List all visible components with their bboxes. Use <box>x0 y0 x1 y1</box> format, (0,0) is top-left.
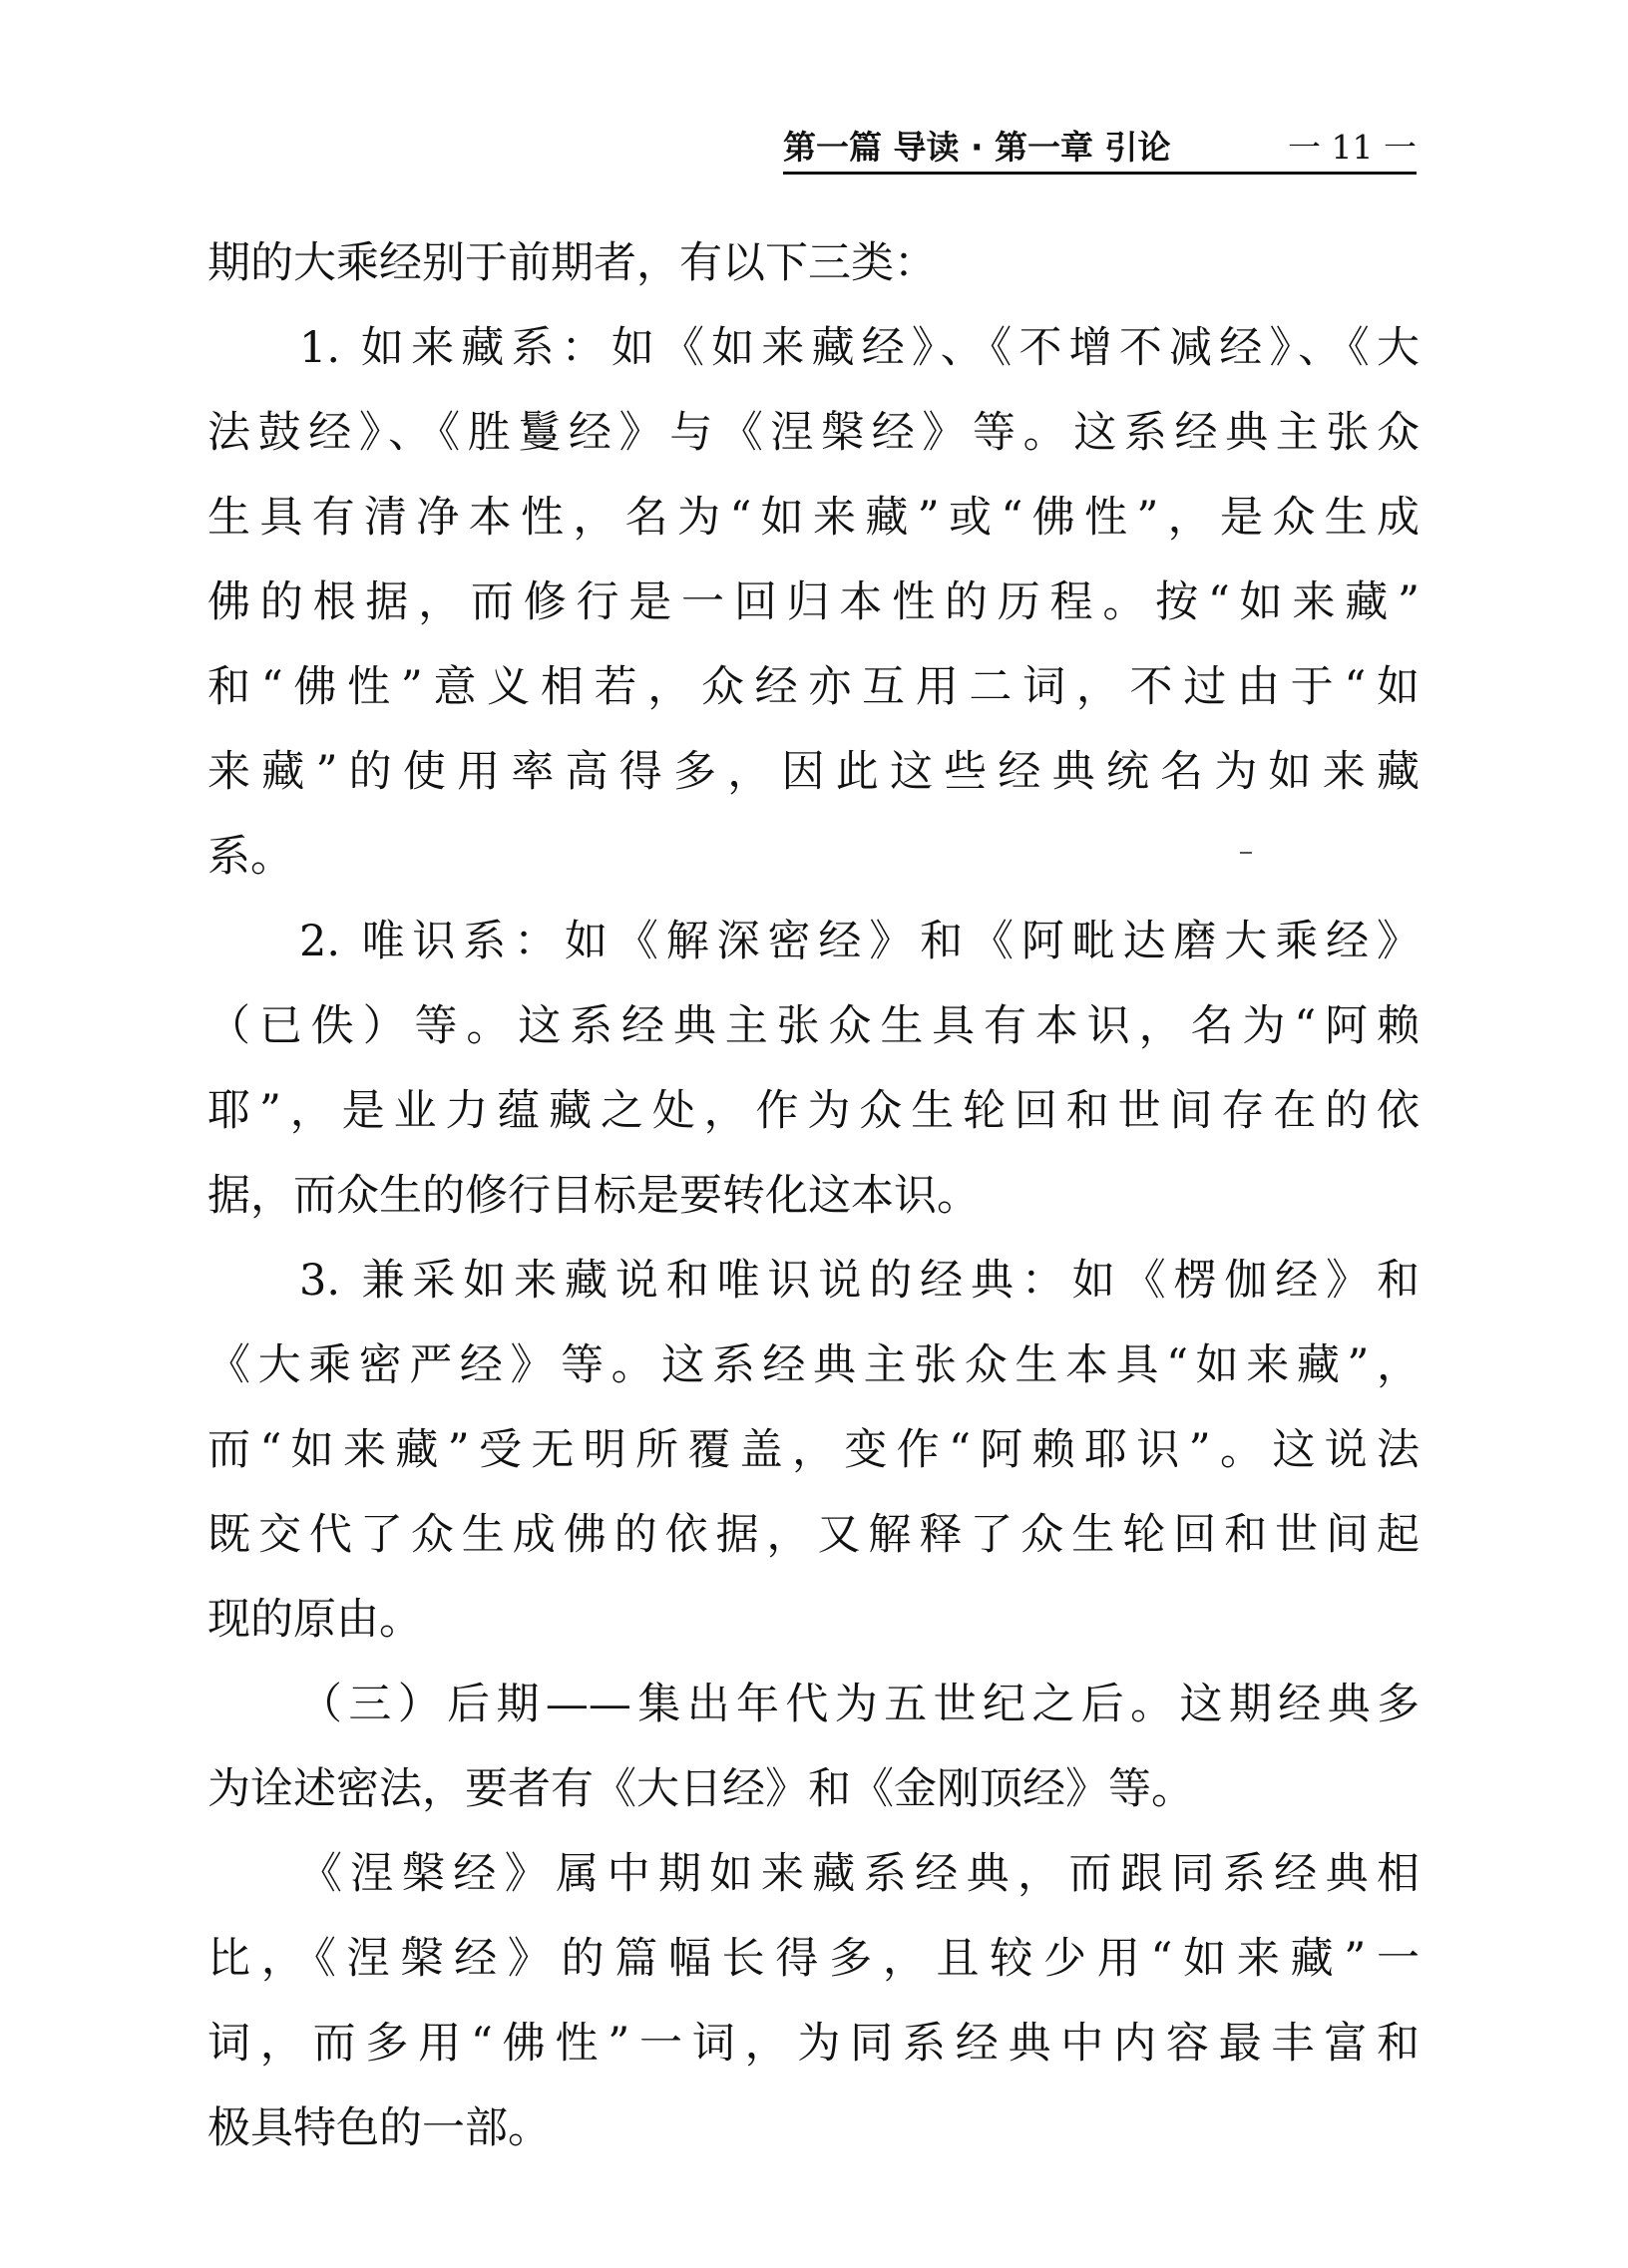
page-number: 一 11 一 <box>1288 128 1417 167</box>
text-line: 耶”，是业力蕴藏之处，作为众生轮回和世间存在的依 <box>207 1086 1420 1136</box>
text-line: 法鼓经》、《胜鬘经》与《涅槃经》等。这系经典主张众 <box>207 408 1420 458</box>
text-line: 为诠述密法，要者有《大日经》和《金刚顶经》等。 <box>207 1764 1194 1814</box>
text-line: 期的大乘经别于前期者，有以下三类： <box>207 238 937 288</box>
text-line: （三）后期——集出年代为五世纪之后。这期经典多 <box>299 1680 1420 1729</box>
text-line: 1. 如来藏系：如《如来藏经》、《不增不减经》、《大 <box>299 323 1420 373</box>
text-line: 《大乘密严经》等。这系经典主张众生本具“如来藏”， <box>207 1340 1420 1390</box>
scan-mark <box>1240 852 1252 854</box>
text-line: 极具特色的一部。 <box>207 2103 551 2153</box>
text-line: （已佚）等。这系经典主张众生具有本识，名为“阿赖 <box>207 1001 1420 1051</box>
text-line: 据，而众生的修行目标是要转化这本识。 <box>207 1171 980 1221</box>
text-line: 《涅槃经》属中期如来藏系经典，而跟同系经典相 <box>299 1849 1420 1899</box>
text-line: 生具有清净本性，名为“如来藏”或“佛性”，是众生成 <box>207 493 1420 543</box>
page-body <box>207 221 1420 2171</box>
text-line: 2. 唯识系：如《解深密经》和《阿毗达磨大乘经》 <box>299 917 1420 966</box>
text-line: 来藏”的使用率高得多，因此这些经典统名为如来藏 <box>207 747 1420 797</box>
text-line: 比，《涅槃经》的篇幅长得多，且较少用“如来藏”一 <box>207 1934 1420 1984</box>
text-line: 和“佛性”意义相若，众经亦互用二词，不过由于“如 <box>207 662 1420 712</box>
text-line: 佛的根据，而修行是一回归本性的历程。按“如来藏” <box>207 577 1420 627</box>
running-title: 第一篇 导读 · 第一章 引论 <box>783 128 1171 167</box>
running-header <box>783 128 1417 175</box>
text-line: 系。 <box>207 832 293 882</box>
text-line: 3. 兼采如来藏说和唯识说的经典：如《楞伽经》和 <box>299 1256 1420 1306</box>
text-line: 现的原由。 <box>207 1595 422 1645</box>
text-line: 而“如来藏”受无明所覆盖，变作“阿赖耶识”。这说法 <box>207 1425 1420 1475</box>
text-line: 既交代了众生成佛的依据，又解释了众生轮回和世间起 <box>207 1510 1420 1560</box>
text-line: 词，而多用“佛性”一词，为同系经典中内容最丰富和 <box>207 2019 1420 2069</box>
